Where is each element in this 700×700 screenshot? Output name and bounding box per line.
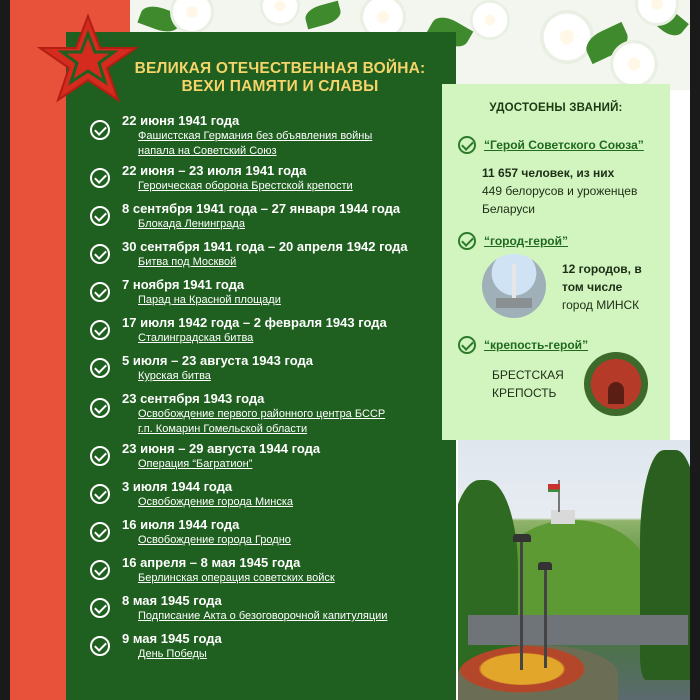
event-date: 30 сентября 1941 года – 20 апреля 1942 года xyxy=(122,239,408,254)
infographic xyxy=(10,0,690,700)
check-icon xyxy=(90,522,110,542)
timeline-event xyxy=(90,390,450,437)
event-description: Берлинская операция советских войск xyxy=(138,572,335,584)
event-description: Битва под Москвой xyxy=(138,256,237,268)
check-icon xyxy=(90,398,110,418)
fortress-label: “крепость-герой” xyxy=(484,338,589,352)
hero-details xyxy=(482,164,637,218)
check-icon xyxy=(458,336,476,354)
event-description: Освобождение города Минска xyxy=(138,496,294,508)
timeline-event xyxy=(90,554,450,586)
event-description: г.п. Комарин Гомельской области xyxy=(138,423,308,435)
check-icon xyxy=(90,446,110,466)
city-line-2: том числе xyxy=(562,280,623,294)
fortress-honor xyxy=(458,336,588,354)
city-label: “город-герой” xyxy=(484,234,568,248)
check-icon xyxy=(458,136,476,154)
fortress-line-1: БРЕСТСКАЯ xyxy=(492,368,564,382)
hero-label: “Герой Советского Союза” xyxy=(484,138,644,152)
timeline-event xyxy=(90,440,450,472)
check-icon xyxy=(90,244,110,264)
event-description: Героическая оборона Брестской крепости xyxy=(138,180,353,192)
event-description: напала на Советский Союз xyxy=(138,145,277,157)
honors-title: УДОСТОЕНЫ ЗВАНИЙ: xyxy=(489,102,623,114)
check-icon xyxy=(90,206,110,226)
event-date: 22 июня – 23 июля 1941 года xyxy=(122,163,307,178)
hero-line-3: Беларуси xyxy=(482,202,535,216)
timeline-event xyxy=(90,314,450,346)
city-details xyxy=(562,260,642,314)
event-description: Парад на Красной площади xyxy=(138,294,281,306)
check-icon xyxy=(458,232,476,250)
city-honor xyxy=(458,232,568,250)
event-description: Фашистская Германия без объявления войны xyxy=(138,130,373,142)
title-line-2: ВЕХИ ПАМЯТИ И СЛАВЫ xyxy=(181,78,379,95)
timeline-event xyxy=(90,592,450,624)
event-date: 23 сентября 1943 года xyxy=(122,391,265,406)
timeline-list xyxy=(90,112,450,662)
hero-honor xyxy=(458,136,644,154)
timeline-event xyxy=(90,630,450,662)
timeline-event xyxy=(90,162,450,194)
event-date: 3 июля 1944 года xyxy=(122,479,233,494)
event-description: Операция “Багратион” xyxy=(138,458,253,470)
event-description: День Победы xyxy=(138,648,207,660)
event-date: 8 сентября 1941 года – 27 января 1944 года xyxy=(122,201,401,216)
timeline-event xyxy=(90,352,450,384)
hero-count: 11 657 человек, из них xyxy=(482,166,615,180)
event-date: 8 мая 1945 года xyxy=(122,593,222,608)
timeline-event xyxy=(90,516,450,548)
event-description: Освобождение первого районного центра БССР xyxy=(138,408,386,420)
check-icon xyxy=(90,598,110,618)
memorial-mound-photo xyxy=(458,440,690,700)
hero-line-2: 449 белорусов и уроженцев xyxy=(482,184,638,198)
city-line-3: город МИНСК xyxy=(562,298,640,312)
event-description: Блокада Ленинграда xyxy=(138,218,245,230)
check-icon xyxy=(90,560,110,580)
check-icon xyxy=(90,358,110,378)
event-description: Подписание Акта о безоговорочной капитуляции xyxy=(138,610,388,622)
title-line-1: ВЕЛИКАЯ ОТЕЧЕСТВЕННАЯ ВОЙНА: xyxy=(134,60,426,77)
event-date: 23 июня – 29 августа 1944 года xyxy=(122,441,321,456)
check-icon xyxy=(90,636,110,656)
event-date: 5 июля – 23 августа 1943 года xyxy=(122,353,313,368)
check-icon xyxy=(90,282,110,302)
timeline-event xyxy=(90,200,450,232)
event-date: 7 ноября 1941 года xyxy=(122,277,245,292)
check-icon xyxy=(90,168,110,188)
brest-fortress-image xyxy=(584,352,648,416)
event-description: Курская битва xyxy=(138,370,211,382)
fortress-details xyxy=(492,366,564,402)
check-icon xyxy=(90,320,110,340)
event-date: 9 мая 1945 года xyxy=(122,631,222,646)
event-description: Освобождение города Гродно xyxy=(138,534,291,546)
fortress-line-2: КРЕПОСТЬ xyxy=(492,386,557,400)
timeline-event xyxy=(90,238,450,270)
event-date: 16 апреля – 8 мая 1945 года xyxy=(122,555,301,570)
event-date: 16 июля 1944 года xyxy=(122,517,240,532)
timeline-event xyxy=(90,478,450,510)
minsk-obelisk-image xyxy=(482,254,546,318)
honors-card xyxy=(442,84,670,440)
city-line-1: 12 городов, в xyxy=(562,262,642,276)
check-icon xyxy=(90,120,110,140)
event-date: 22 июня 1941 года xyxy=(122,113,240,128)
check-icon xyxy=(90,484,110,504)
timeline-event xyxy=(90,276,450,308)
page-title xyxy=(110,60,450,96)
timeline-event xyxy=(90,112,450,159)
event-date: 17 июля 1942 года – 2 февраля 1943 года xyxy=(122,315,387,330)
event-description: Сталинградская битва xyxy=(138,332,254,344)
